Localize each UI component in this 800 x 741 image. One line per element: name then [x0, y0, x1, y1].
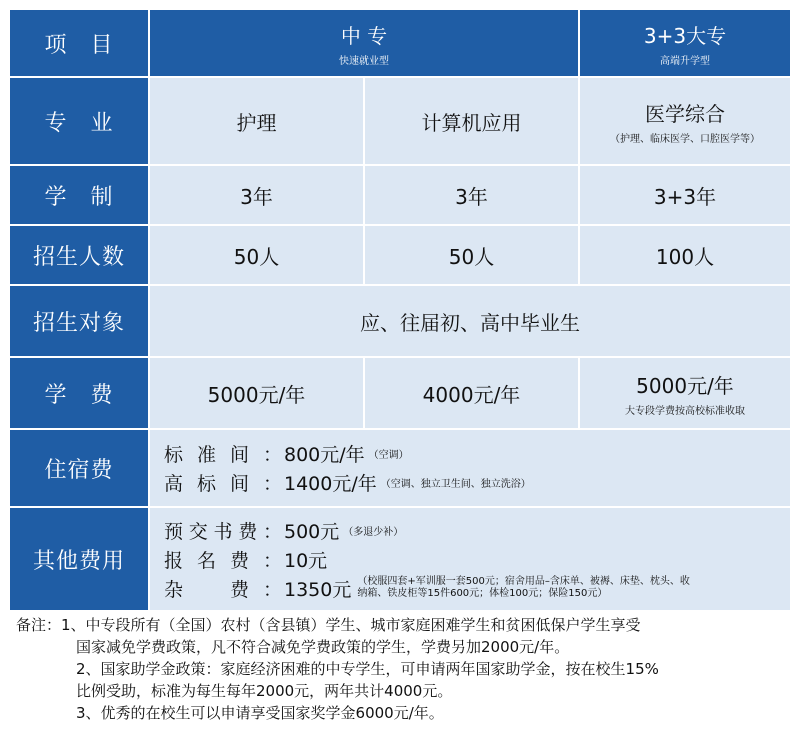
remark-line-4: 比例受助，标准为每生每年2000元，两年共计4000元。 — [76, 682, 453, 700]
major-cell-medical — [580, 78, 790, 164]
fee-table — [10, 10, 790, 610]
dorm-line-standard — [164, 439, 409, 468]
other-line-misc — [164, 574, 697, 603]
duration-label: 学 制 — [44, 184, 114, 210]
remark-line-3: 2、国家助学金政策：家庭经济困难的中专学生，可申请两年国家助学金，按在校生15% — [76, 660, 659, 678]
tuition-cell-2 — [365, 358, 578, 428]
enrollment-cell-2 — [365, 226, 578, 284]
other-cell — [150, 508, 790, 610]
duration-value-3: 3+3年 — [653, 184, 717, 209]
row-label-duration — [10, 166, 148, 224]
major-label: 专 业 — [44, 110, 114, 136]
remark-line-1: 备注：1、中专段所有（全国）农村（含县镇）学生、城市家庭困难学生和贫困低保户学生享受 — [16, 616, 641, 634]
tuition-cell-3 — [580, 358, 790, 428]
other-line-registration — [164, 545, 327, 574]
target-label: 招生对象 — [32, 310, 125, 336]
dorm-standard-note: （空调） — [368, 450, 409, 461]
dorm-line-premium — [164, 468, 531, 497]
other-registration-value: 10元 — [284, 549, 328, 572]
major-medical-sub: （护理、临床医学、口腔医学等） — [610, 133, 760, 145]
tuition-value-3: 5000元/年 — [636, 373, 734, 398]
tuition-note-3: 大专段学费按高校标准收取 — [625, 405, 745, 417]
row-label-major — [10, 78, 148, 164]
header-dazhuan — [580, 10, 790, 76]
duration-cell-1 — [150, 166, 363, 224]
other-books-value: 500元 — [284, 520, 340, 543]
row-label-target — [10, 286, 148, 356]
dorm-standard-key: 标准间： — [164, 444, 282, 466]
tuition-value-1: 5000元/年 — [207, 382, 306, 407]
remark-line-5: 3、优秀的在校生可以申请享受国家奖学金6000元/年。 — [76, 704, 444, 722]
major-computer: 计算机应用 — [421, 110, 522, 135]
enrollment-label: 招生人数 — [32, 244, 125, 270]
row-label-dorm — [10, 430, 148, 506]
other-misc-note: （校服四套+军训服一套500元；宿舍用品–含床单、被褥、床垫、枕头、收纳箱、铁皮柜等15件600元；体检100元；保险150元） — [357, 576, 690, 599]
header-zhongzhuan — [150, 10, 578, 76]
other-books-note: （多退少补） — [343, 526, 404, 538]
row-label-enrollment — [10, 226, 148, 284]
header-item-text: 项 目 — [44, 32, 114, 58]
duration-cell-2 — [365, 166, 578, 224]
header-item-label — [10, 10, 148, 76]
row-label-tuition — [10, 358, 148, 428]
dorm-cell — [150, 430, 790, 506]
target-cell — [150, 286, 790, 356]
row-label-other — [10, 508, 148, 610]
other-registration-key: 报名费： — [164, 549, 282, 572]
major-nursing: 护理 — [236, 110, 277, 135]
duration-cell-3 — [580, 166, 790, 224]
remark-line-2: 国家减免学费政策，凡不符合减免学费政策的学生，学费另加2000元/年。 — [76, 638, 570, 656]
target-value: 应、往届初、高中毕业生 — [360, 310, 580, 335]
enrollment-value-1: 50人 — [233, 244, 280, 269]
dorm-premium-key: 高标间： — [164, 473, 282, 495]
major-cell-nursing — [150, 78, 363, 164]
dorm-label: 住宿费 — [44, 457, 114, 483]
other-misc-key: 杂 费： — [164, 578, 282, 601]
header-dazhuan-subtitle: 高端升学型 — [660, 55, 710, 67]
dorm-premium-value: 1400元/年 — [284, 473, 377, 495]
tuition-value-2: 4000元/年 — [422, 382, 521, 407]
dorm-standard-value: 800元/年 — [284, 444, 365, 466]
enrollment-cell-1 — [150, 226, 363, 284]
tuition-cell-1 — [150, 358, 363, 428]
duration-value-2: 3年 — [455, 184, 488, 209]
dorm-premium-note: （空调、独立卫生间、独立洗浴） — [380, 479, 531, 490]
remarks — [16, 614, 786, 724]
other-line-books — [164, 516, 403, 545]
header-dazhuan-title: 3+3大专 — [643, 23, 727, 48]
duration-value-1: 3年 — [240, 184, 273, 209]
major-medical: 医学综合 — [645, 101, 725, 126]
header-zhongzhuan-subtitle: 快速就业型 — [339, 55, 389, 67]
tuition-label: 学 费 — [44, 382, 114, 408]
other-misc-value: 1350元 — [284, 578, 352, 601]
enrollment-value-3: 100人 — [655, 244, 715, 269]
header-zhongzhuan-title: 中 专 — [340, 23, 388, 48]
major-cell-computer — [365, 78, 578, 164]
enrollment-cell-3 — [580, 226, 790, 284]
other-label: 其他费用 — [32, 548, 125, 574]
enrollment-value-2: 50人 — [448, 244, 495, 269]
other-books-key: 预交书费： — [164, 520, 282, 543]
